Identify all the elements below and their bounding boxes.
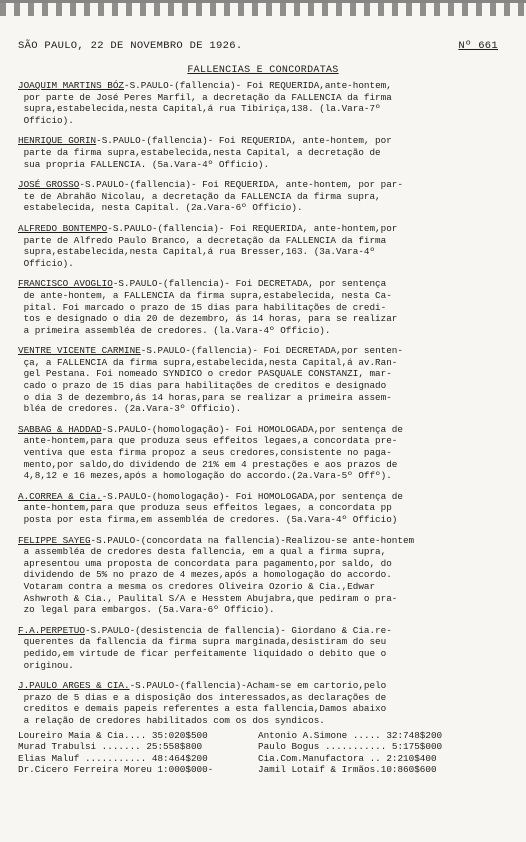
creditor-cell: Cia.Com.Manufactora .. 2:210$400 — [258, 752, 437, 764]
notice-line — [18, 278, 498, 290]
creditor-row — [18, 730, 498, 742]
notice-line — [18, 581, 498, 593]
party-name: SABBAG & HADDAD — [18, 423, 102, 435]
dateline: SÃO PAULO, 22 DE NOVEMBRO DE 1926. — [18, 40, 243, 52]
notice-text: parte de Alfredo Paulo Branco, a decretação da FALLENCIA da firma — [18, 234, 387, 246]
notice-line — [18, 258, 498, 270]
party-name: HENRIQUE GORIN — [18, 135, 97, 147]
notice-line — [18, 435, 498, 447]
party-name: FELIPPE SAYEG — [18, 534, 91, 546]
notice-line — [18, 648, 498, 660]
notice-text: o dia 3 de dezembro,ás 14 horas,para se realizar a primeira assem- — [18, 391, 392, 403]
notice-text: creditos e demais papeis referentes a esta fallencia,Damos abaixo — [18, 703, 387, 715]
notice-text: bléa de credores. (2a.Vara-3º Officio). — [18, 403, 242, 415]
notice-line — [18, 604, 498, 616]
notice-line — [18, 424, 498, 436]
notice-text: Officio). — [18, 114, 74, 126]
notice-line — [18, 235, 498, 247]
party-name: JOAQUIM MARTINS BÓZ — [18, 80, 125, 91]
section-title: FALLENCIAS E CONCORDATAS — [187, 65, 339, 76]
notice-line — [18, 546, 498, 558]
notice-text: -S.PAULO-(fallencia)- Foi DECRETADA, por sentença — [112, 278, 387, 290]
notice-text: por parte de José Peres Marfil, a decretação da FALLENCIA da firma — [18, 91, 392, 103]
notice-text: ante-hontem,para que produza seus effeitos legaes, a concordata pp — [18, 502, 392, 514]
notice-line — [18, 159, 498, 171]
notice-text: posta por esta firma,em assembléa de credores. (5a.Vara-4º Officio) — [18, 514, 398, 525]
notice-line — [18, 660, 498, 672]
creditor-cell: Loureiro Maia & Cia.... 35:020$500 — [18, 729, 208, 741]
notice-line — [18, 345, 498, 357]
notice-line — [18, 290, 498, 302]
creditor-cell: Jamil Lotaif & Irmãos.10:860$600 — [258, 764, 437, 776]
notice-line — [18, 703, 498, 715]
notice-text: a relação de credores habilitados com os dos syndicos. — [18, 714, 325, 726]
notice-text: -S.PAULO-(concordata na fallencia)-Realizou-se ante-hontem — [90, 534, 415, 546]
notice-entry — [18, 179, 498, 214]
notice-line — [18, 392, 498, 404]
notice-line — [18, 147, 498, 159]
party-name: FRANCISCO AVOGLIO — [18, 278, 113, 290]
bulletin-number: Nº 661 — [458, 40, 498, 52]
notice-text: a assembléa de credores desta fallencia, em a qual a firma supra, — [18, 546, 387, 558]
notice-line — [18, 202, 498, 214]
notice-line — [18, 715, 498, 727]
notice-line — [18, 502, 498, 514]
notice-text: te de Abrahão Nicolau, a decretação da FALLENCIA da firma supra, — [18, 190, 381, 202]
notice-line — [18, 403, 498, 415]
notice-line — [18, 625, 498, 637]
notice-text: Votaram contra a mesma os credores Oliveira Ozorio & Cia.,Edwar — [18, 580, 376, 592]
notice-text: cado o prazo de 15 dias para habilitações de creditos e designado — [18, 380, 387, 392]
notice-text: ça, a FALLENCIA da firma supra,estabelecida,nesta Capital,á av.Ran- — [18, 356, 398, 368]
notice-line — [18, 368, 498, 380]
notice-text: pital. Foi marcado o prazo de 15 dias para habilitações de credi- — [18, 301, 387, 313]
creditor-row — [18, 764, 498, 776]
notice-entry — [18, 535, 498, 616]
party-name: F.A.PERPETUO — [18, 624, 85, 636]
notice-text: parte da firma supra,estabelecida,nesta Capital, a decretação de — [18, 146, 381, 158]
notice-line — [18, 680, 498, 692]
creditor-cell: Paulo Bogus ........... 5:175$000 — [258, 741, 443, 753]
notice-text: -S.PAULO-(fallencia)- Foi REQUERIDA,ante-hontem, — [124, 80, 392, 91]
notice-text: -S.PAULO-(homologação)- Foi HOMOLOGADA,por sentença de — [101, 423, 403, 435]
notice-line — [18, 470, 498, 482]
creditor-cell: Elias Maluf ........... 48:464$200 — [18, 752, 208, 764]
notice-text: -S.PAULO-(homologação)- Foi HOMOLOGADA,por sentença de — [101, 490, 403, 502]
notice-line — [18, 246, 498, 258]
notice-text: -S.PAULO-(fallencia)- Foi REQUERIDA, ante-hontem, por par- — [79, 179, 403, 191]
notice-line — [18, 80, 498, 92]
notice-text: pedido,em virtude de ficar perfeitamente liquidado o debito que o — [18, 647, 387, 659]
notice-entry — [18, 223, 498, 269]
party-name: A.CORREA & Cia. — [18, 490, 102, 502]
notice-text: -S.PAULO-(fallencia)- Foi REQUERIDA, ante-hontem,por — [107, 222, 398, 234]
party-name: J.PAULO ARGES & CIA. — [18, 680, 130, 692]
notice-text: dividendo de 5% no prazo de 4 mezes,após a homologação do accordo. — [18, 569, 392, 581]
notice-text: apresentou uma proposta de concordata para pagamento,por saldo, do — [18, 557, 392, 569]
notice-text: -S.PAULO-(fallencia)-Acham-se em cartorio,pelo — [129, 680, 387, 692]
notice-text: de ante-hontem, a FALLENCIA da firma supra,estabelecida, nesta Ca- — [18, 289, 392, 301]
scanned-top-edge — [0, 0, 526, 16]
notice-line — [18, 115, 498, 127]
notice-entry — [18, 135, 498, 170]
notice-entry — [18, 345, 498, 415]
notice-entry — [18, 278, 498, 336]
notice-entry — [18, 424, 498, 482]
notice-line — [18, 179, 498, 191]
creditor-cell: Antonio A.Simone ..... 32:748$200 — [258, 729, 443, 741]
notice-text: supra,estabelecida,nesta Capital,á rua Tibiriça,138. (la.Vara-7º — [18, 103, 381, 115]
notice-entry — [18, 80, 498, 126]
notice-line — [18, 447, 498, 459]
notice-line — [18, 325, 498, 337]
notice-line — [18, 191, 498, 203]
notice-line — [18, 135, 498, 147]
notice-line — [18, 223, 498, 235]
notice-line — [18, 459, 498, 471]
notice-line — [18, 558, 498, 570]
notice-text: querentes da fallencia da firma supra marginada,desistiram do seu — [18, 636, 387, 648]
notice-text: ventiva que esta firma propoz a seus credores,consistente no paga- — [18, 447, 392, 459]
notice-line — [18, 593, 498, 605]
notice-entry — [18, 680, 498, 726]
notice-text: 4,8,12 e 16 mezes,após a homologação do accordo.(2a.Vara-5º Offº). — [18, 470, 392, 482]
notice-text: a primeira assembléa de credores. (la.Vara-4º Officio). — [18, 324, 331, 336]
creditor-row — [18, 741, 498, 753]
creditor-row — [18, 753, 498, 765]
notice-line — [18, 302, 498, 314]
party-name: JOSÉ GROSSO — [18, 179, 80, 191]
notice-text: estabelecida, nesta Capital. (2a.Vara-6º Officio). — [18, 202, 303, 214]
notice-text: tos e designado o dia 20 de dezembro, ás 14 horas, para se realizar — [18, 313, 398, 325]
notice-text: -S.PAULO-(desistencia de fallencia)- Giordano & Cia.re- — [84, 624, 392, 636]
notice-text: Officio). — [18, 257, 74, 269]
party-name: VENTRE VICENTE CARMINE — [18, 345, 141, 357]
notice-text: -S.PAULO-(fallencia)- Foi DECRETADA,por senten- — [140, 345, 403, 357]
notice-text: Ashwroth & Cia., Paulital S/A e Hesstem Abujabra,que pediram o pra- — [18, 592, 398, 604]
notice-line — [18, 92, 498, 104]
creditor-cell: Dr.Cicero Ferreira Moreu 1:000$000- — [18, 764, 214, 776]
notice-text: sua propria FALLENCIA. (5a.Vara-4º Officio). — [18, 158, 270, 170]
creditors-table — [18, 730, 498, 776]
notice-line — [18, 380, 498, 392]
notice-line — [18, 535, 498, 547]
notice-text: mento,por saldo,do dividendo de 21% em 4 prestações e aos prazos de — [18, 458, 398, 470]
notice-text: zo legal para embargos. (5a.Vara-6º Officio). — [18, 604, 275, 616]
notice-line — [18, 491, 498, 503]
notice-line — [18, 514, 498, 526]
notice-line — [18, 636, 498, 648]
notice-text: ante-hontem,para que produza seus effeitos legaes,a concordata pre- — [18, 435, 398, 447]
notice-entry — [18, 491, 498, 526]
notice-line — [18, 313, 498, 325]
notice-line — [18, 357, 498, 369]
notice-entry — [18, 625, 498, 671]
notice-text: prazo de 5 dias e a disposição dos interessados,as declarações de — [18, 691, 387, 703]
creditor-cell: Murad Trabulsi ....... 25:558$800 — [18, 741, 203, 753]
party-name: ALFREDO BONTEMPO — [18, 222, 108, 234]
notice-line — [18, 692, 498, 704]
notice-text: gel Pestana. Foi nomeado SYNDICO o credor PASQUALE CONSTANZI, mar- — [18, 368, 392, 380]
notice-line — [18, 569, 498, 581]
notice-text: originou. — [18, 659, 74, 671]
notice-text: supra,estabelecida,nesta Capital,á rua Bresser,163. (3a.Vara-4º — [18, 246, 376, 258]
notice-text: -S.PAULO-(fallencia)- Foi REQUERIDA, ante-hontem, por — [96, 135, 392, 147]
entries-list — [18, 80, 498, 776]
notice-line — [18, 103, 498, 115]
